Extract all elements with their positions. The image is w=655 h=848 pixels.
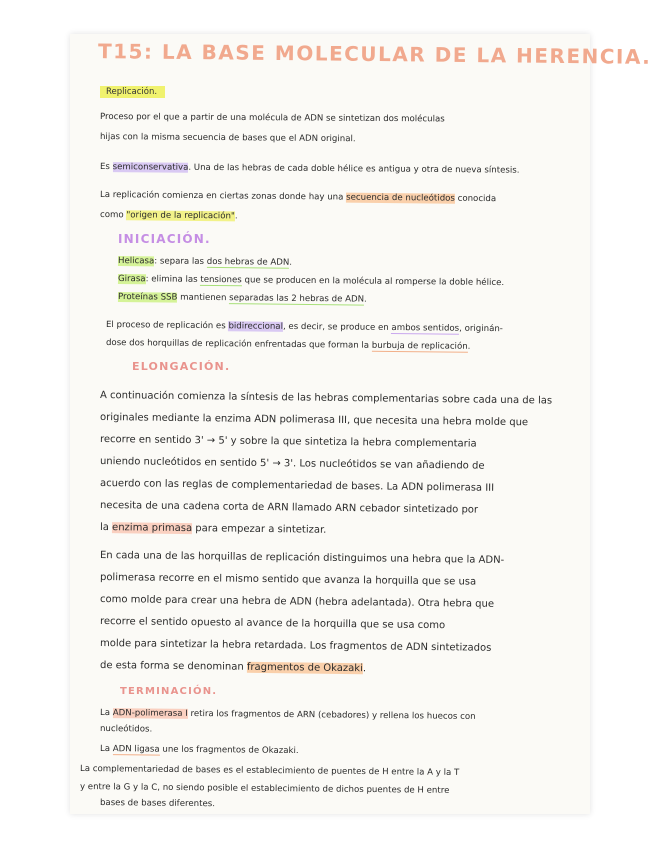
text-fragment: que se producen en la molécula al romperse la doble hélice. [241, 275, 505, 289]
definition-line [118, 292, 367, 305]
paragraph-line: recorre en sentido 3' → 5' y sobre la que sintetiza la hebra complementaria [99, 434, 477, 450]
section-label-replicacion: Replicación. [100, 86, 165, 98]
paragraph-line: necesita de una cadena corta de ARN llamado ARN cebador sintetizado por [99, 500, 479, 516]
text-fragment: retira los fragmentos de ARN (cebadores) y rellena los huecos con [187, 708, 476, 722]
underlined-text: tensiones [200, 274, 242, 286]
page-title: T15: LA BASE MOLECULAR DE LA HERENCIA. [97, 39, 652, 69]
paragraph-line: uniendo nucleótidos en sentido 5' → 3'. Los nucleótidos se van añadiendo de [99, 456, 485, 472]
highlighted-term: secuencia de nucleótidos [346, 192, 455, 204]
term-helicasa: Helicasa [117, 256, 155, 267]
paragraph-line: bases de bases diferentes. [99, 798, 216, 810]
highlighted-term: bidireccional [228, 321, 284, 332]
text-fragment: une los fragmentos de Okazaki. [159, 744, 299, 757]
paragraph-line: molde para sintetizar la hebra retardada. Los fragmentos de ADN sintetizados [99, 638, 492, 654]
notebook-page [70, 34, 652, 814]
paragraph-line: acuerdo con las reglas de complementariedad de bases. La ADN polimerasa III [99, 478, 495, 494]
highlighted-term: fragmentos de Okazaki [246, 661, 363, 675]
term-proteinas-ssb: Proteínas SSB [117, 292, 178, 303]
paragraph-line [100, 522, 327, 536]
text-fragment: : elimina las [145, 274, 201, 285]
text-fragment: la [99, 522, 113, 534]
paragraph-line: La complementariedad de bases es el establecimiento de puentes de H entre la A y la T [79, 764, 460, 778]
underlined-text: ambos sentidos [391, 322, 460, 334]
paragraph-line: y entre la G y la C, no siendo posible el establecimiento de dichos puentes de H entre [79, 782, 450, 796]
paragraph-line [100, 210, 238, 221]
paragraph-line: hijas con la misma secuencia de bases que el ADN original. [99, 132, 356, 145]
highlighted-term: enzima primasa [112, 522, 193, 535]
text-fragment: como [99, 210, 127, 221]
paragraph-line: En cada una de las horquillas de replicación distinguimos una hebra que la ADN- [99, 550, 505, 566]
underlined-text: ADN ligasa [112, 744, 160, 755]
paragraph-line: nucleótidos. [99, 724, 153, 735]
paragraph-line [100, 744, 299, 756]
text-fragment: La [99, 708, 113, 719]
text-fragment: . Una de las hebras de cada doble hélice es antigua y otra de nueva síntesis. [188, 162, 520, 176]
paragraph-line [100, 660, 366, 674]
text-fragment: para empezar a sintetizar. [192, 523, 327, 536]
text-fragment: , es decir, se produce en [282, 321, 392, 333]
paragraph-line [100, 162, 520, 176]
paragraph-line [106, 338, 471, 352]
underlined-text: separadas las 2 hebras de ADN [229, 293, 365, 305]
text-fragment: . [289, 257, 293, 268]
text-fragment: de esta forma se denominan [99, 660, 247, 673]
paragraph-line: originales mediante la enzima ADN polimerasa III, que necesita una hebra molde que [99, 412, 529, 429]
paragraph-line: como molde para crear una hebra de ADN (hebra adelantada). Otra hebra que [99, 594, 495, 610]
text-fragment: Es [99, 162, 113, 173]
text-fragment: . [467, 341, 471, 352]
paragraph-line: Proceso por el que a partir de una molécula de ADN se sintetizan dos moléculas [99, 112, 445, 125]
text-fragment: El proceso de replicación es [105, 320, 229, 332]
text-fragment: . [362, 663, 367, 675]
text-fragment: dose dos horquillas de replicación enfrentadas que forman la [105, 338, 372, 351]
text-fragment: La [99, 744, 113, 755]
text-fragment: . [234, 211, 238, 222]
paragraph-line: A continuación comienza la síntesis de las hebras complementarias sobre cada una de las [99, 390, 553, 407]
underlined-text: dos hebras de ADN [206, 256, 290, 268]
section-heading-iniciacion: INICIACIÓN. [118, 232, 211, 246]
text-fragment: : separa las [154, 256, 207, 267]
section-heading-terminacion: TERMINACIÓN. [120, 686, 218, 697]
paragraph-line [100, 190, 496, 204]
paragraph-line [100, 708, 476, 722]
paragraph-line: polimerasa recorre en el mismo sentido que avanza la horquilla que se usa [99, 572, 477, 588]
text-fragment: La replicación comienza en ciertas zonas donde hay una [99, 190, 347, 203]
definition-line [118, 274, 504, 288]
definition-line [118, 256, 292, 268]
highlighted-term: semiconservativa [112, 162, 189, 173]
section-heading-elongacion: ELONGACIÓN. [132, 360, 231, 373]
highlighted-term: ADN-polimerasa I [112, 708, 188, 719]
highlighted-term: "origen de la replicación" [126, 210, 235, 222]
underlined-text: burbuja de replicación [371, 340, 468, 352]
paragraph-line [106, 320, 503, 334]
text-fragment: , originán- [459, 323, 503, 335]
text-fragment: mantienen [177, 292, 230, 304]
paragraph-line: recorre el sentido opuesto al avance de la horquilla que se usa como [99, 616, 446, 632]
text-fragment: conocida [454, 193, 497, 205]
term-girasa: Girasa [117, 274, 146, 285]
text-fragment: . [363, 294, 367, 305]
